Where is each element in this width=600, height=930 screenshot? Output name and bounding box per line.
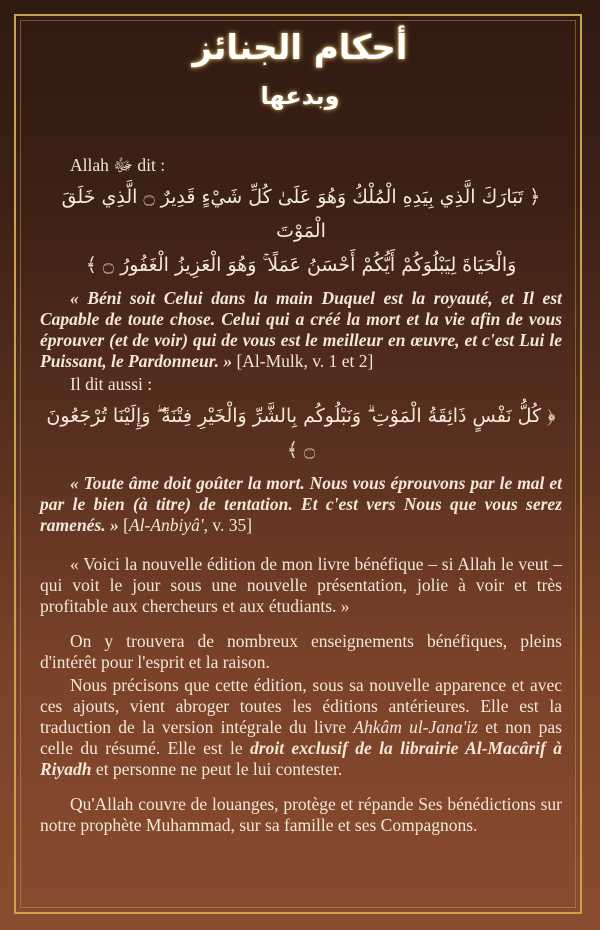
quote-al-anbiya-text: « Toute âme doit goûter la mort. Nous vous éprouvons par le mal et par le bien (à titre) de tentation. Et c'est vers Nous que vous serez ramenés. » bbox=[40, 473, 562, 535]
paragraph-edition-notice: Nous précisons que cette édition, sous sa nouvelle apparence et avec ces ajouts, vient abroger toutes les éditions antérieures. Elle est la traduction de la version intégrale du livre Ahkâm ul-Jana'iz et non pas celle du résumé. Elle est le droit exclusif de la librairie Al-Macârif à Riyadh et personne ne peut le lui contester. bbox=[40, 675, 563, 779]
verse-line-1: ﴿ تَبَارَكَ الَّذِي بِيَدِهِ الْمُلْكُ وَهُوَ عَلَىٰ كُلِّ شَيْءٍ قَدِيرٌ ۝ الَّذِي خَلَقَ الْمَوْتَ bbox=[61, 186, 541, 242]
paragraph-blessings: Qu'Allah couvre de louanges, protège et répande Ses bénédictions sur notre prophète Muhammad, sur sa famille et ses Compagnons. bbox=[40, 794, 562, 835]
quote-al-mulk-text: « Béni soit Celui dans la main Duquel est la royauté, et Il est Capable de toute chose. Celui qui a créé la mort et la vie afin de vous éprouver (et de voir) qui de vous est le meilleur en œuvre, et c'est Lui le Puissant, le Pardonneur. » bbox=[40, 288, 562, 371]
reference-al-mulk: [Al-Mulk, v. 1 et 2] bbox=[232, 351, 374, 371]
verse-al-mulk-arabic bbox=[40, 180, 562, 282]
intro-he-also-says: Il dit aussi : bbox=[70, 374, 153, 394]
reference-al-anbiya: [Al-Anbiyâ', v. 35] bbox=[118, 515, 253, 535]
arabic-title: أحكام الجنائز bbox=[192, 28, 408, 68]
verse-line-2: وَالْحَيَاةَ لِيَبْلُوَكُمْ أَيُّكُمْ أَحْسَنُ عَمَلًا ۚ وَهُوَ الْعَزِيزُ الْغَفُورُ ۝ ﴾ bbox=[85, 254, 517, 276]
intro-allah-says: Allah ﷻ dit : bbox=[70, 155, 166, 175]
quote-al-mulk-french bbox=[40, 288, 562, 372]
quote-al-anbiya-french bbox=[40, 473, 562, 536]
body-text bbox=[40, 155, 562, 836]
verse-al-anbiya-arabic: ﴿ كُلُّ نَفْسٍ ذَائِقَةُ الْمَوْتِ ۗ وَنَبْلُوكُم بِالشَّرِّ وَالْخَيْرِ فِتْنَةً ۖ وَإِلَيْنَا تُرْجَعُونَ ۝ ﴾ bbox=[46, 405, 556, 461]
paragraph-new-edition: « Voici la nouvelle édition de mon livre bénéfique – si Allah le veut – qui voit le jour sous une nouvelle présentation, jolie à voir et très profitable aux chercheurs et aux étudiants. » bbox=[40, 554, 562, 616]
paragraph-teachings: On y trouvera de nombreux enseignements bénéfiques, pleins d'intérêt pour l'esprit et la raison. bbox=[40, 631, 562, 672]
exclusive-right: droit exclusif de la librairie Al-Macârif à Riyadh bbox=[40, 738, 563, 779]
arabic-subtitle: وبدعها bbox=[260, 82, 340, 110]
book-title: Ahkâm ul-Jana'iz bbox=[353, 717, 478, 737]
